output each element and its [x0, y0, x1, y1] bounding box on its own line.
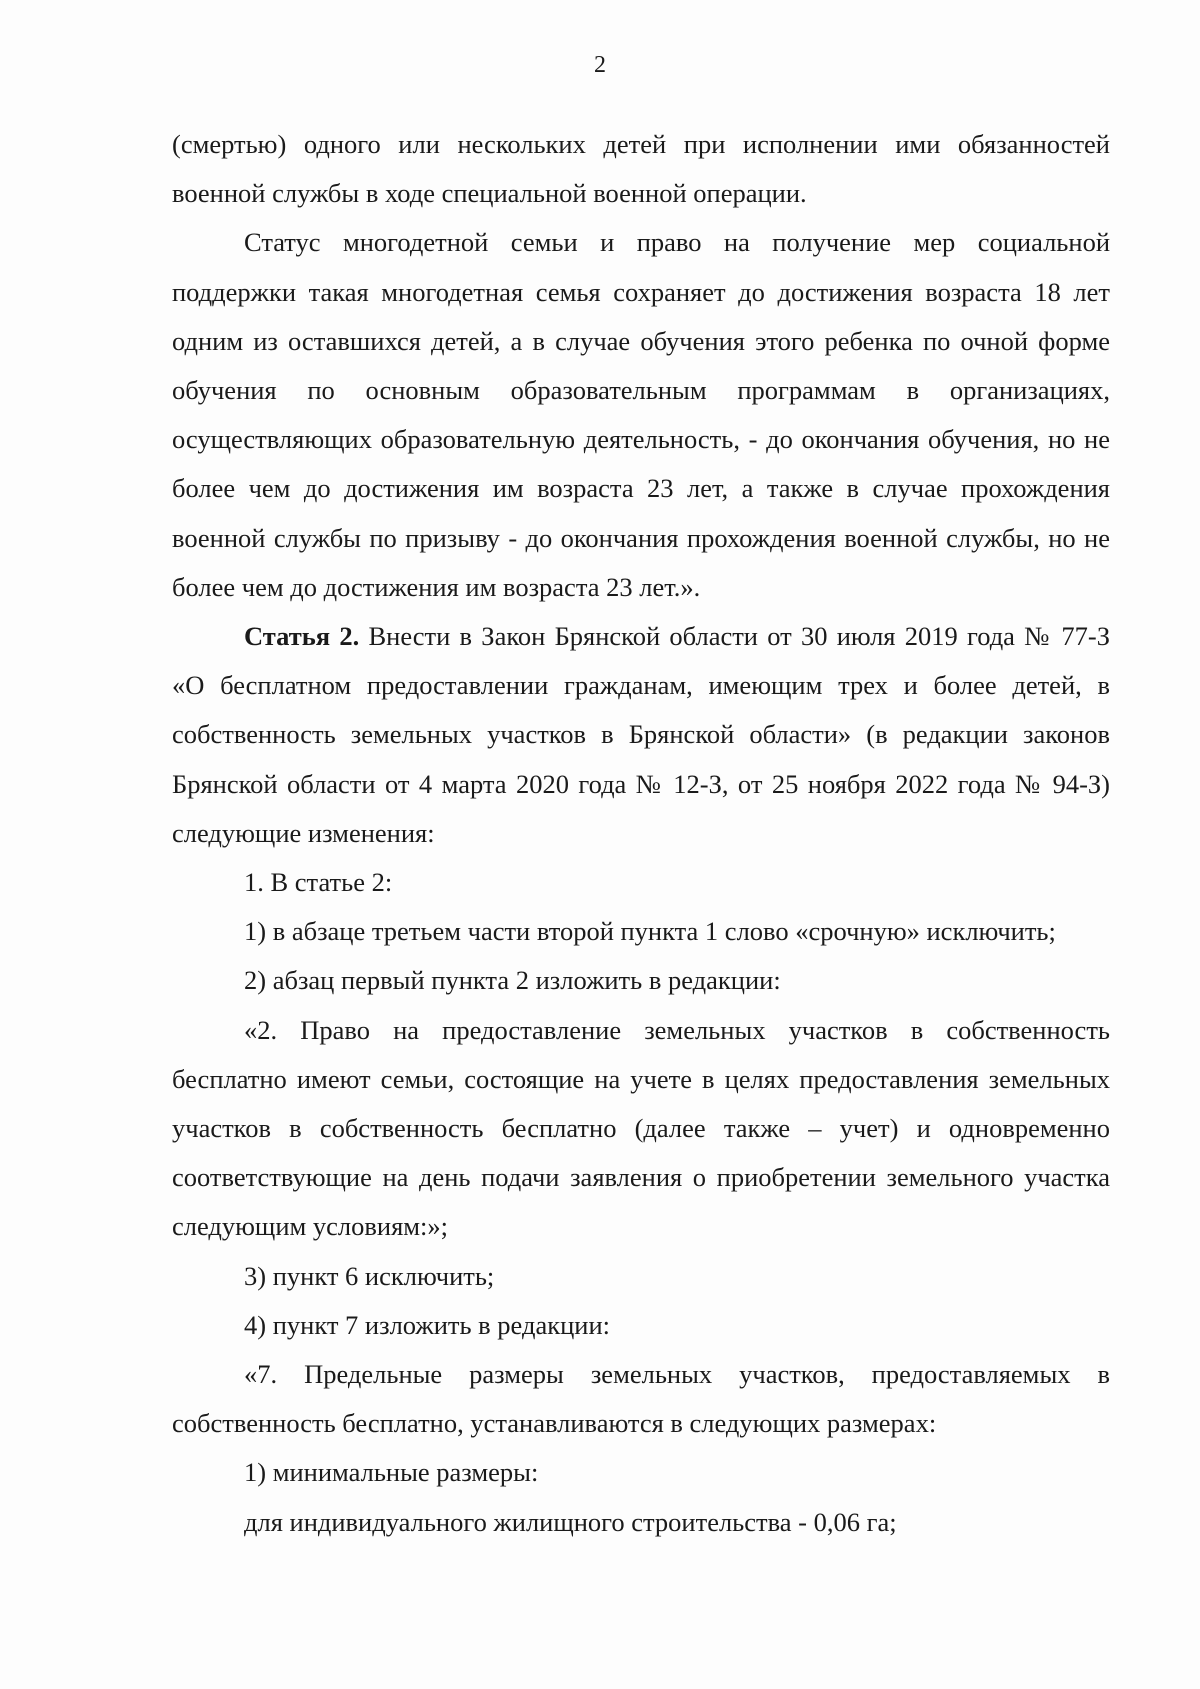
article-heading: Статья 2.: [244, 621, 360, 652]
paragraph-item-1: 1. В статье 2:: [244, 867, 393, 898]
paragraph-quoted-point-7: «7. Предельные размеры земельных участков, предоставляемых в собственность бесплатно, устанавливаются в следующих размерах:: [172, 1359, 1110, 1439]
paragraph-minimum-sizes: 1) минимальные размеры:: [244, 1457, 539, 1488]
page-number: 2: [594, 52, 606, 78]
paragraph-subitem-1: 1) в абзаце третьем части второй пункта 1 слово «срочную» исключить;: [244, 916, 1056, 947]
document-body: [172, 120, 1110, 1547]
paragraph-subitem-3: 3) пункт 6 исключить;: [244, 1260, 495, 1291]
paragraph-subitem-2: 2) абзац первый пункта 2 изложить в редакции:: [244, 965, 781, 996]
paragraph-quoted-point-2: «2. Право на предоставление земельных участков в собственность бесплатно имеют семьи, состоящие на учете в целях предоставления земельных участков в собственность бесплатно (далее также – учет) и одновременно соответствующие на день подачи заявления о приобретении земельного участка следующим условиям:»;: [172, 1014, 1110, 1242]
paragraph-continuation: (смертью) одного или нескольких детей при исполнении ими обязанностей военной службы в ходе специальной военной операции.: [172, 129, 1110, 209]
paragraph-subitem-4: 4) пункт 7 изложить в редакции:: [244, 1309, 610, 1340]
article-2-text: Внести в Закон Брянской области от 30 июля 2019 года № 77-З «О бесплатном предоставлении гражданам, имеющим трех и более детей, в собственность земельных участков в Брянской области» (в редакции законов Брянской области от 4 марта 2020 года № 12-З, от 25 ноября 2022 года № 94-З) следующие изменения:: [172, 621, 1110, 848]
paragraph-article-2: [172, 612, 1110, 858]
paragraph-individual-housing: для индивидуального жилищного строительства - 0,06 га;: [244, 1506, 897, 1537]
paragraph-large-family-status: Статус многодетной семьи и право на получение мер социальной поддержки такая многодетная семья сохраняет до достижения возраста 18 лет одним из оставшихся детей, а в случае обучения этого ребенка по очной форме обучения по основным образовательным программам в организациях, осуществляющих образовательную деятельность, - до окончания обучения, но не более чем до достижения им возраста 23 лет, а также в случае прохождения военной службы по призыву - до окончания прохождения военной службы, но не более чем до достижения им возраста 23 лет.».: [172, 227, 1110, 602]
